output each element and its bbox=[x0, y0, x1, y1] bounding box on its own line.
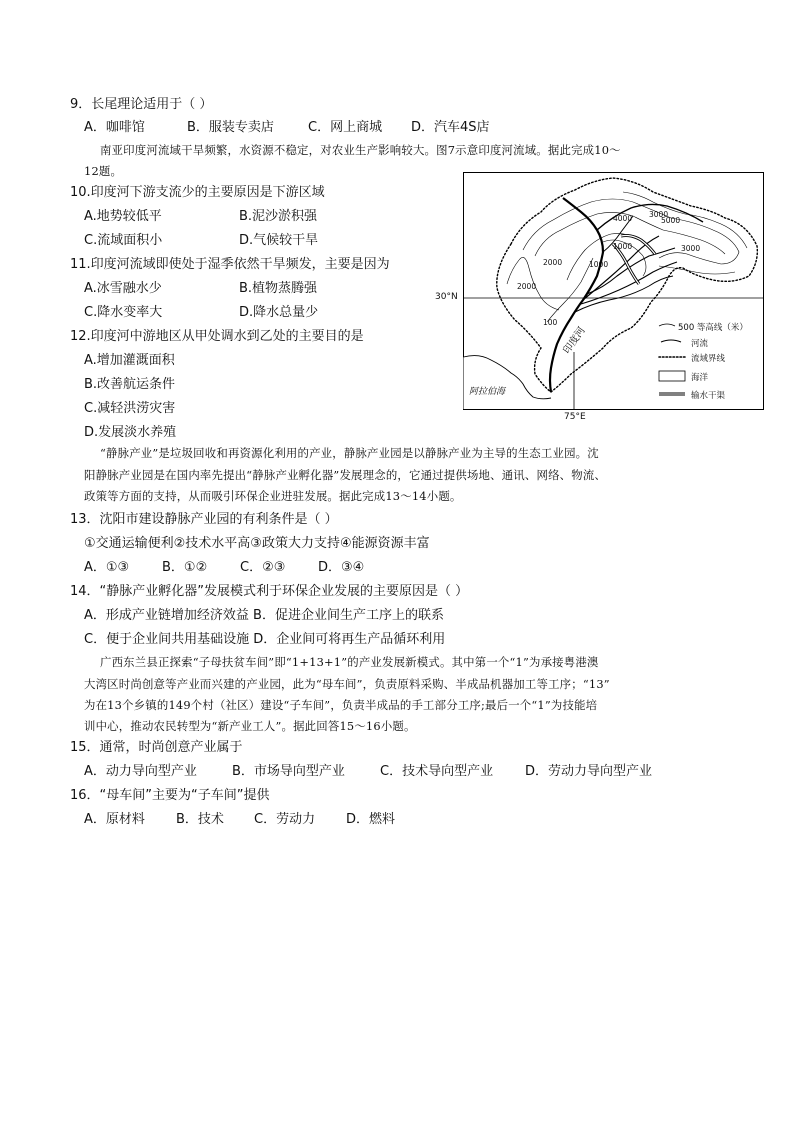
q11-option-b: B.植物蒸腾强 bbox=[239, 281, 318, 296]
q10-option-a: A.地势较低平 bbox=[84, 209, 162, 224]
passage3-line-3: 为在13个乡镇的149个村（社区）建设“子车间”，负责半成品的手工部分工序;最后一个“1”为技能培 bbox=[84, 698, 598, 712]
q16-option-c: C．劳动力 bbox=[254, 812, 316, 827]
q12-option-c: C.减轻洪涝灾害 bbox=[84, 401, 176, 416]
q9-option-d: D．汽车4S店 bbox=[411, 120, 490, 135]
q11-option-c: C.降水变率大 bbox=[84, 305, 163, 320]
passage3-line-2: 大湾区时尚创意等产业而兴建的产业园，此为“母车间”，负责原料采购、半成品机器加工等工序；“13” bbox=[84, 677, 610, 691]
q11-stem: 11.印度河流域即使处于湿季依然干旱频发，主要是因为 bbox=[70, 257, 390, 272]
q10-option-c: C.流域面积小 bbox=[84, 233, 163, 248]
q9-option-c: C．网上商城 bbox=[308, 120, 383, 135]
sea-label: 阿拉伯海 bbox=[469, 387, 506, 397]
q10-stem: 10.印度河下游支流少的主要原因是下游区域 bbox=[70, 185, 325, 200]
q13-option-a: A．①③ bbox=[84, 560, 130, 575]
q15-option-b: B．市场导向型产业 bbox=[232, 764, 345, 779]
contour-label: 5000 bbox=[661, 216, 681, 225]
river-label: 印度河 bbox=[561, 325, 588, 357]
q10-options-row-2 bbox=[84, 232, 318, 250]
passage1-line-1: 南亚印度河流域干旱频繁，水资源不稳定，对农业生产影响较大。图7示意印度河流域。据此完成10～ bbox=[100, 143, 621, 157]
q10-option-b: B.泥沙淤积强 bbox=[239, 209, 318, 224]
q13-option-d: D．③④ bbox=[318, 560, 365, 575]
q11-options-row-1 bbox=[84, 280, 317, 298]
q12-option-a: A.增加灌溉面积 bbox=[84, 353, 175, 368]
q16-option-d: D．燃料 bbox=[346, 812, 396, 827]
q11-option-d: D.降水总量少 bbox=[239, 305, 319, 320]
passage1-line-2: 12题。 bbox=[84, 164, 123, 178]
indus-basin-map-svg bbox=[463, 172, 764, 410]
contour-label: 1000 bbox=[613, 242, 633, 251]
q12-stem: 12.印度河中游地区从甲处调水到乙处的主要目的是 bbox=[70, 329, 364, 344]
legend-contour-label: 500 等高线（米） bbox=[678, 323, 748, 333]
q13-conditions: ①交通运输便利②技术水平高③政策大力支持④能源资源丰富 bbox=[84, 536, 430, 551]
passage2-line-1: “静脉产业”是垃圾回收和再资源化利用的产业，静脉产业园是以静脉产业为主导的生态工业园。沈 bbox=[100, 446, 599, 460]
passage2-line-3: 政策等方面的支持，从而吸引环保企业进驻发展。据此完成13～14小题。 bbox=[84, 489, 462, 503]
q12-option-b: B.改善航运条件 bbox=[84, 377, 176, 392]
q14-options-row-1: A．形成产业链增加经济效益 B．促进企业间生产工序上的联系 bbox=[84, 608, 444, 623]
q9-option-b: B．服装专卖店 bbox=[187, 120, 274, 135]
contour-label: 100 bbox=[543, 318, 558, 327]
q15-option-d: D．劳动力导向型产业 bbox=[525, 764, 653, 779]
q16-option-a: A．原材料 bbox=[84, 812, 145, 827]
contour-label: 3000 bbox=[681, 244, 701, 253]
q10-option-d: D.气候较干旱 bbox=[239, 233, 319, 248]
indus-basin-map bbox=[435, 172, 764, 422]
q14-stem: 14．“静脉产业孵化器”发展模式利于环保企业发展的主要原因是（ ） bbox=[70, 584, 469, 599]
legend-canal-label: 输水干渠 bbox=[691, 391, 726, 401]
legend-river-label: 河流 bbox=[691, 339, 709, 349]
q13-stem: 13．沈阳市建设静脉产业园的有利条件是（ ） bbox=[70, 512, 338, 527]
q11-options-row-2 bbox=[84, 304, 318, 322]
q9-options bbox=[84, 119, 490, 137]
contour-label: 2000 bbox=[543, 258, 563, 267]
q9-stem: 9．长尾理论适用于（ ） bbox=[70, 97, 213, 112]
passage3-line-4: 训中心，推动农民转型为“新产业工人”。据此回答15～16小题。 bbox=[84, 719, 416, 733]
legend-boundary-label: 流域界线 bbox=[691, 354, 726, 364]
q13-options bbox=[84, 559, 364, 577]
q16-stem: 16．“母车间”主要为“子车间”提供 bbox=[70, 788, 270, 803]
q15-stem: 15．通常，时尚创意产业属于 bbox=[70, 740, 243, 755]
q11-option-a: A.冰雪融水少 bbox=[84, 281, 162, 296]
q14-options-row-2: C．便于企业间共用基础设施 D．企业间可将再生产品循环利用 bbox=[84, 632, 446, 647]
q9-option-a: A．咖啡馆 bbox=[84, 120, 145, 135]
legend-ocean-label: 海洋 bbox=[691, 373, 709, 383]
legend-ocean-symbol bbox=[659, 371, 685, 381]
lat-label: 30°N bbox=[435, 292, 458, 302]
q15-options bbox=[84, 763, 652, 781]
q15-option-a: A．动力导向型产业 bbox=[84, 764, 197, 779]
passage3-line-1: 广西东兰县正探索“子母扶贫车间”即“1+13+1”的产业发展新模式。其中第一个“1”为承接粤港澳 bbox=[100, 655, 599, 669]
q10-options-row-1 bbox=[84, 208, 317, 226]
q16-option-b: B．技术 bbox=[176, 812, 224, 827]
contour-label: 2000 bbox=[517, 282, 537, 291]
q13-option-b: B．①② bbox=[162, 560, 208, 575]
contour-label: 3000 bbox=[649, 210, 669, 219]
q16-options bbox=[84, 811, 395, 829]
contour-label: 1000 bbox=[589, 260, 609, 269]
contour-label: 4000 bbox=[613, 214, 633, 223]
q12-option-d: D.发展淡水养殖 bbox=[84, 425, 177, 440]
q15-option-c: C．技术导向型产业 bbox=[380, 764, 494, 779]
q13-option-c: C．②③ bbox=[240, 560, 286, 575]
lon-label: 75°E bbox=[564, 412, 586, 422]
passage2-line-2: 阳静脉产业园是在国内率先提出“静脉产业孵化器”发展理念的，它通过提供场地、通讯、网络、物流、 bbox=[84, 468, 607, 482]
